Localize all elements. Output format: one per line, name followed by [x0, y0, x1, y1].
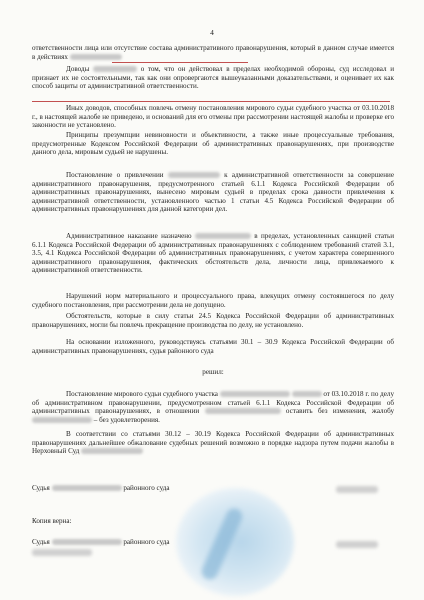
redacted-name	[70, 54, 122, 60]
text: Судья	[32, 538, 50, 546]
text: Постановление о привлечении	[66, 171, 164, 179]
paragraph	[32, 171, 394, 214]
redacted-name	[32, 417, 92, 423]
paragraph	[32, 430, 394, 456]
redacted-name	[195, 233, 251, 239]
text: оставить без изменения, жалобу	[285, 407, 394, 416]
paragraph	[32, 65, 394, 91]
redacted-name	[168, 172, 220, 178]
copy-certified: Копия верна:	[32, 517, 72, 525]
text: Постановление мирового судьи судебного участка	[66, 390, 218, 398]
text: районного суда	[123, 484, 170, 492]
redacted-name	[292, 391, 322, 397]
paragraph	[32, 390, 394, 424]
text: районного суда	[123, 538, 170, 546]
redacted-name	[52, 485, 122, 491]
paragraph: Иных доводов, способных повлечь отмену постановления мирового судьи судебного участка от 03.10.2018 г., в настоящей жалобе не приведено, и оснований для его отмены при рассмотрении настоящей жалобы и проверке его законности не установлено.	[32, 104, 394, 130]
underline-mark	[112, 62, 248, 63]
text: Административное наказание назначено	[66, 232, 192, 240]
text: – без удовлетворения.	[93, 415, 160, 424]
underline-mark	[32, 101, 390, 102]
paragraph-carryover	[32, 44, 394, 61]
text: о том, что он действовал в пределах необходимой обороны, суд исследовал и признает их не состоятельными, так как они опровергаются вышеуказанными доказательствами, и оценивает их как способ защиты от административной ответственности.	[32, 65, 394, 91]
redacted-name	[220, 391, 290, 397]
redacted-signer	[336, 486, 378, 493]
redacted-name	[205, 408, 281, 414]
paragraph: Принципы презумпции невиновности и объективности, а также иные процессуальные требования, предусмотренные Кодексом Российской Федерации об административных правонарушениях, при производстве данного дела, мировым судьей не нарушены.	[32, 131, 394, 157]
text: Судья	[32, 484, 50, 492]
paragraph: Нарушений норм материального и процессуального права, влекущих отмену состоявшегося по делу судебного постановления, при рассмотрении дела не допущено.	[32, 292, 394, 309]
redacted-name	[81, 448, 143, 454]
paragraph: Обстоятельств, которые в силу статьи 24.5 Кодекса Российской Федерации об административных правонарушениях, могли бы повлечь прекращение производства по делу, не установлено.	[32, 312, 394, 329]
section-heading: решил:	[202, 368, 224, 376]
text: к административной ответственности за совершение административного правонарушения, предусмотренного статьей 6.1.1 Кодекса Российской Федерации об административных правонарушениях, вынесено мировым судьей в пределах срока давности привлечения к административной ответственности, установленного частью 1 статьи 4.5 Кодекса Российской Федерации об административных правонарушениях для данной категории дел.	[32, 171, 394, 214]
text: в пределах, установленных санкцией статьи 6.1.1 Кодекса Российской Федерации об административных правонарушениях с соблюдением требований статей 3.1, 3.5, 4.1 Кодекса Российской Федерации об административных правонарушениях, с учетом характера совершенного административного правонарушения, фактических обстоятельств дела, личности лица, привлекаемого к административной ответственности.	[32, 232, 395, 275]
redacted-name	[93, 66, 137, 72]
paragraph: На основании изложенного, руководствуясь статьями 30.1 – 30.9 Кодекса Российской Федерации об административных правонарушениях, судья районного суда	[32, 338, 394, 355]
text-line: который в данном случае имеется в действиях	[32, 44, 394, 61]
paragraph	[32, 232, 394, 275]
page-number: 4	[210, 28, 214, 37]
text: Доводы	[66, 65, 90, 73]
text: В соответствии со статьями 30.12 – 30.19 Кодекса Российской Федерации об административных правонарушениях дальнейшее обжалование судебных решений возможно в порядке надзора путем подачи жалобы в Нерховный Суд	[32, 430, 394, 456]
redacted-name	[32, 549, 92, 556]
text: от 03.10.2018 г. по делу об административном правонарушении, предусмотренном статьей 6.1.1 Кодекса Российской Федерации об административных правонарушениях, в отношении	[32, 390, 395, 416]
redacted-name	[52, 539, 122, 545]
redacted-signer	[336, 541, 378, 548]
text-line: ответственности лица или отсутствие состава административного правонарушения,	[32, 44, 289, 52]
